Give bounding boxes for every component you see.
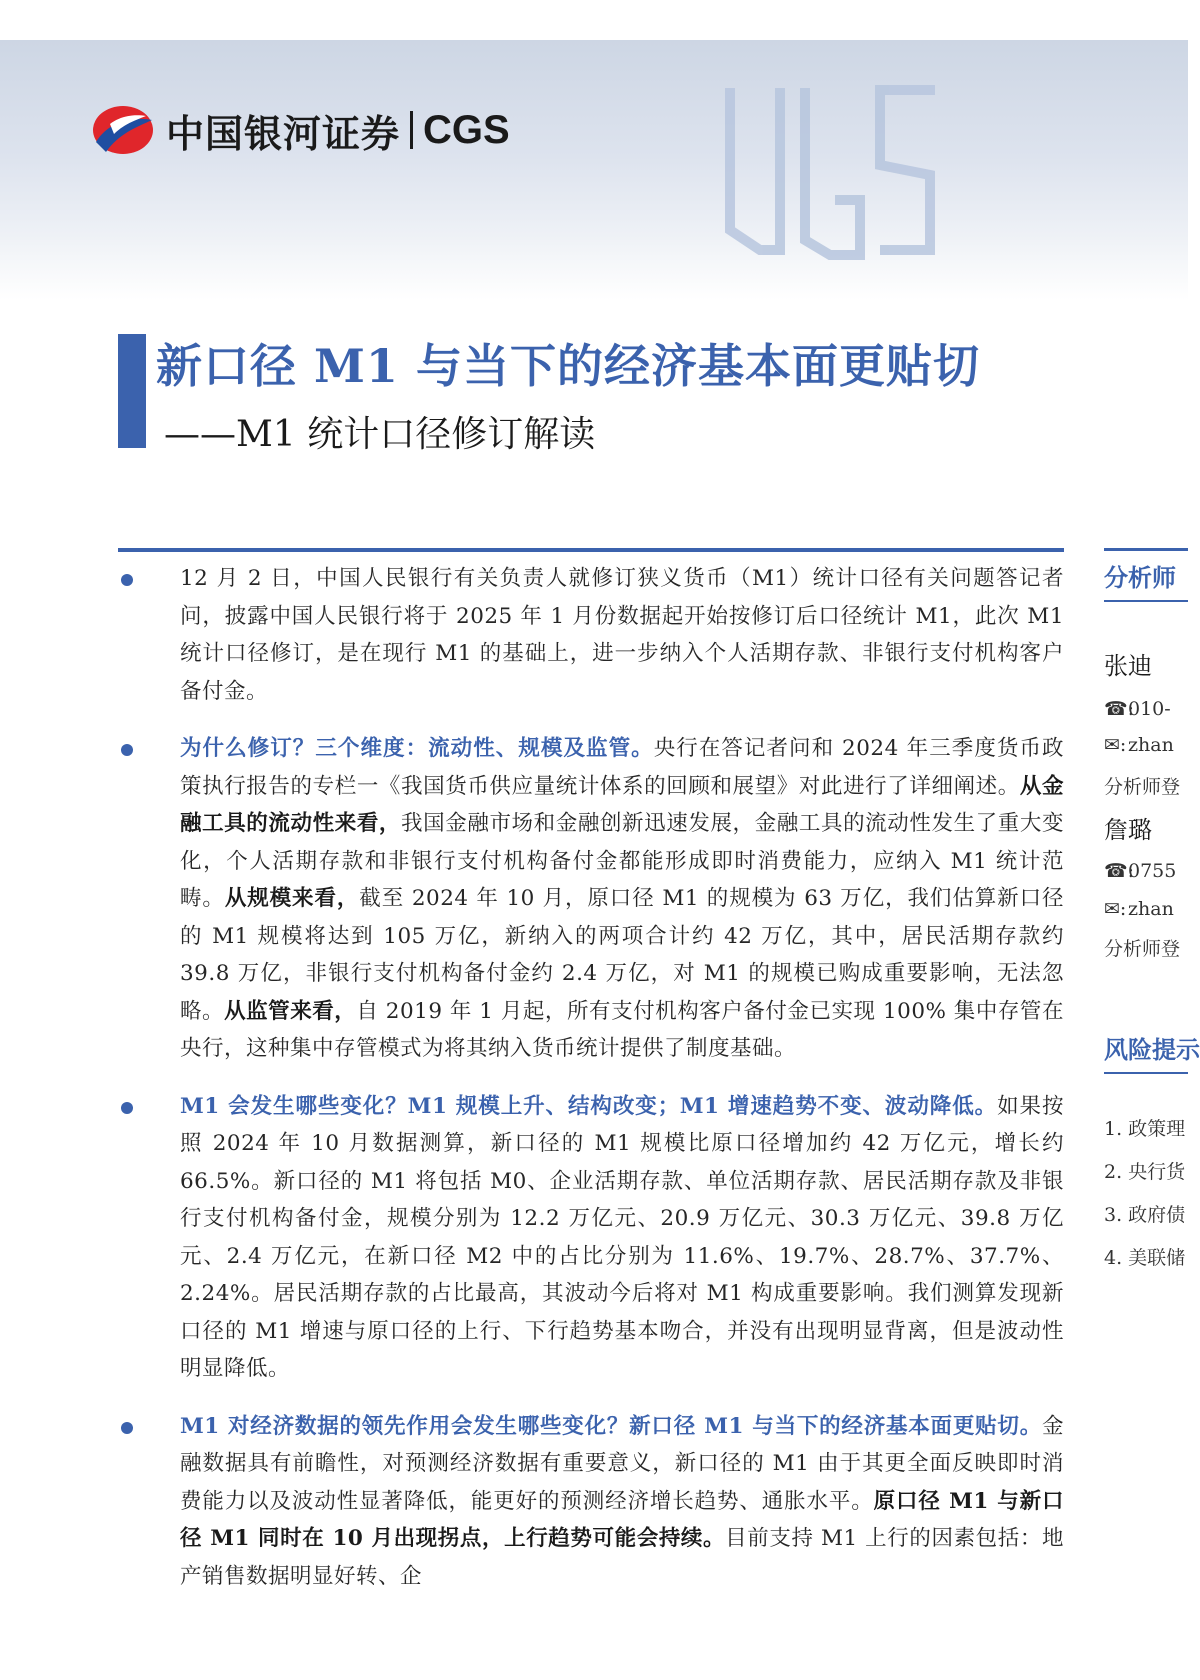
header-banner	[0, 40, 1188, 300]
phone-icon: ☎:	[1104, 698, 1135, 720]
analyst-name: 张迪	[1104, 652, 1152, 680]
bullet-item	[118, 560, 1064, 710]
bold-phrase: 从金融工具的流动性来看，	[180, 773, 1064, 836]
risk-item: 3. 政府债	[1104, 1204, 1186, 1226]
risk-item: 4. 美联储	[1104, 1247, 1186, 1269]
galaxy-logo-icon	[90, 102, 156, 158]
body-text: 目前支持 M1 上行的因素包括：地产销售数据明显好转、企	[180, 1526, 1064, 1589]
analyst-registration: 分析师登	[1104, 776, 1181, 798]
company-logo	[90, 102, 510, 158]
bullet-item	[118, 1408, 1064, 1596]
bullet-item	[118, 1088, 1064, 1388]
body-text: 自 2019 年 1 月起，所有支付机构客户备付金已实现 100% 集中存管在央行，这种集中存管模式为将其纳入货币统计提供了制度基础。	[180, 998, 1064, 1061]
report-title: 新口径 M1 与当下的经济基本面更贴切	[156, 339, 980, 393]
body-text: 金融数据具有前瞻性，对预测经济数据有重要意义，新口径的 M1 由于其更全面反映即时消费能力以及波动性显著降低，能更好的预测经济增长趋势、通胀水平。	[180, 1413, 1064, 1514]
bullet-item	[118, 730, 1064, 1068]
bullet-heading: M1 对经济数据的领先作用会发生哪些变化？新口径 M1 与当下的经济基本面更贴切。	[180, 1413, 1042, 1439]
body-text: 12 月 2 日，中国人民银行有关负责人就修订狭义货币（M1）统计口径有关问题答记者问，披露中国人民银行将于 2025 年 1 月份数据起开始按修订后口径统计 M1，此次 M1 统计口径修订，是在现行 M1 的基础上，进一步纳入个人活期存款、非银行支付机构客户备付金。	[180, 566, 1064, 704]
body-text: 我国金融市场和金融创新迅速发展，金融工具的流动性发生了重大变化，个人活期存款和非银行支付机构备付金都能形成即时消费能力，应纳入 M1 统计范畴。	[180, 811, 1064, 911]
email-icon: ✉:	[1104, 734, 1127, 756]
risk-heading-underline	[1104, 1072, 1188, 1074]
bullet-heading: M1 会发生哪些变化？M1 规模上升、结构改变；M1 增速趋势不变、波动降低。	[180, 1093, 998, 1119]
bullet-paragraph	[180, 1088, 1064, 1388]
content-divider	[118, 548, 1064, 552]
body-text: 如果按照 2024 年 10 月数据测算，新口径的 M1 规模比原口径增加约 42 万亿元，增长约 66.5%。新口径的 M1 将包括 M0、企业活期存款、单位活期存款、居民活期存款及非银行支付机构备付金，规模分别为 12.2 万亿元、20.9 万亿元、30.3 万亿元、39.8 万亿元、2.4 万亿元，在新口径 M2 中的占比分别为 11.6%、19.7%、28.7%、37.7%、2.24%。居民活期存款的占比最高，其波动今后将对 M1 构成重要影响。我们测算发现新口径的 M1 增速与原口径的上行、下行趋势基本吻合，并没有出现明显背离，但是波动性明显降低。	[180, 1093, 1064, 1381]
bullet-dot-icon	[121, 1422, 133, 1434]
sidebar-top-rule	[1104, 548, 1188, 551]
logo-english-text: CGS	[423, 107, 510, 152]
analyst-name: 詹璐	[1104, 816, 1152, 844]
analyst-email: ✉:zhan	[1104, 898, 1174, 920]
bold-phrase: 从规模来看，	[224, 886, 360, 911]
summary-bullets	[118, 560, 1064, 1615]
risk-heading: 风险提示	[1104, 1035, 1200, 1064]
analyst-phone: ☎:0755	[1104, 860, 1177, 882]
sidebar	[1104, 548, 1200, 1680]
phone-icon: ☎:	[1104, 860, 1135, 882]
body-text: 央行在答记者问和 2024 年三季度货币政策执行报告的专栏一《我国货币供应量统计体系的回顾和展望》对此进行了详细阐述。	[180, 736, 1064, 799]
cgs-watermark-graphic	[720, 80, 940, 260]
bullet-paragraph	[180, 560, 1064, 710]
bold-phrase: 从监管来看，	[224, 998, 357, 1024]
body-text: 截至 2024 年 10 月，原口径 M1 的规模为 63 万亿，我们估算新口径的 M1 规模将达到 105 万亿，新纳入的两项合计约 42 万亿，其中，居民活期存款约 39.8 万亿，非银行支付机构备付金约 2.4 万亿，对 M1 的规模已购成重要影响，无法忽略。	[180, 886, 1064, 1024]
bullet-dot-icon	[121, 574, 133, 586]
report-subtitle: ——M1 统计口径修订解读	[164, 414, 596, 455]
bullet-paragraph	[180, 730, 1064, 1068]
analyst-email: ✉:zhan	[1104, 734, 1174, 756]
logo-chinese-text: 中国银河证券	[166, 111, 401, 156]
risk-item: 2. 央行货	[1104, 1161, 1186, 1183]
analyst-registration: 分析师登	[1104, 938, 1181, 960]
analyst-heading: 分析师	[1104, 563, 1176, 592]
title-accent-bar	[118, 334, 146, 448]
risk-item: 1. 政策理	[1104, 1118, 1186, 1140]
bullet-heading: 为什么修订？三个维度：流动性、规模及监管。	[180, 736, 654, 761]
bullet-paragraph	[180, 1408, 1064, 1596]
bullet-dot-icon	[121, 744, 133, 756]
email-icon: ✉:	[1104, 898, 1127, 920]
analyst-heading-underline	[1104, 600, 1188, 602]
bold-phrase: 原口径 M1 与新口径 M1 同时在 10 月出现拐点，上行趋势可能会持续。	[180, 1488, 1064, 1551]
analyst-phone: ☎:010-	[1104, 698, 1171, 720]
logo-divider	[410, 111, 413, 149]
bullet-dot-icon	[121, 1102, 133, 1114]
